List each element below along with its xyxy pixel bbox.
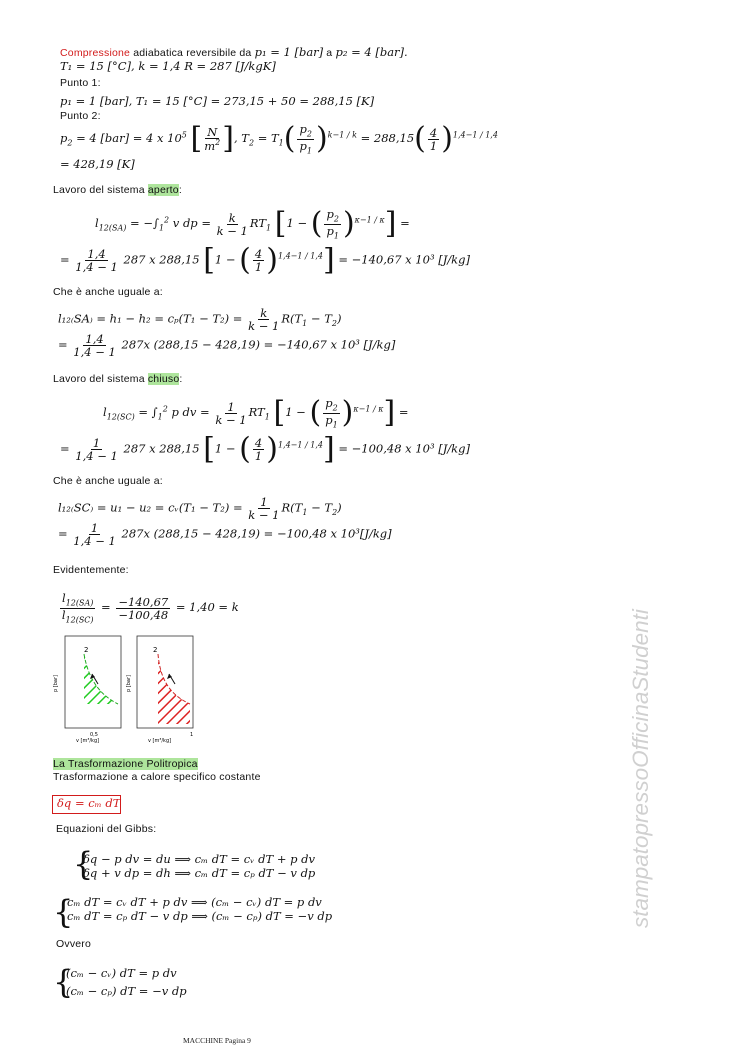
closed-result: = −100,48 x 10³ [J/kg]: [338, 441, 470, 456]
left-x-axis: v [m³/kg]: [76, 738, 100, 744]
system-eq-1: cₘ dT = cᵥ dT + p dv ⟹ (cₘ − cᵥ) dT = p dv: [67, 895, 322, 909]
closed-label: [53, 373, 183, 385]
open-label-colon: :: [178, 184, 182, 196]
right-point-2: 2: [153, 646, 158, 654]
pv-diagrams: [50, 632, 200, 744]
section-heading: La Trasformazione Politropica: [53, 758, 198, 770]
closed-label-highlight: chiuso: [147, 373, 180, 385]
gibbs-brace: {: [73, 845, 94, 883]
ovvero-eq-2: (cₘ − cₚ) dT = −v dp: [66, 984, 187, 998]
open-alt-1: l₁₂₍SA₎ = h₁ − h₂ = cₚ(T₁ − T₂) = $\frac{k}{k - 1}$ $R(T_1 - T_2)$: [58, 306, 342, 334]
open-label-text: Lavoro del sistema: [53, 184, 148, 196]
right-hatched-area: [158, 654, 190, 724]
open-label-highlight: aperto: [147, 184, 179, 196]
open-result: = −140,67 x 10³ [J/kg]: [338, 252, 470, 267]
gibbs-label: Equazioni del Gibbs:: [56, 823, 157, 835]
gibbs-eq-1: δq − p dv = du ⟹ cₘ dT = cᵥ dT + p dv: [83, 852, 315, 866]
intro-line: [60, 45, 408, 59]
right-x-axis: v [m³/kg]: [148, 738, 172, 744]
boxed-equation: δq = cₘ dT: [57, 796, 121, 810]
punto2-result: = 428,19 [K]: [60, 157, 135, 171]
page-footer: MACCHINE Pagina 9: [183, 1036, 251, 1045]
evident-result: = 1,40 = k: [175, 600, 239, 615]
closed-alt-1-text: l₁₂₍SC₎ = u₁ − u₂ = cᵥ(T₁ − T₂) =: [58, 500, 243, 515]
closed-alt-1: l₁₂₍SC₎ = u₁ − u₂ = cᵥ(T₁ − T₂) = $\frac{1}{k - 1}$ $R(T_1 - T_2)$: [58, 495, 342, 523]
intro-highlight: Compressione: [60, 47, 131, 59]
open-eq-1: $l_{12(SA)} = -\int_1^2$ v dp = $\frac{k}{k - 1}$ $RT_1$ [1 − ( $\frac{p_2}{p_1}$ )$^{\kappa-1 / \kappa}$] =: [95, 206, 410, 242]
open-alt-1-text: l₁₂₍SA₎ = h₁ − h₂ = cₚ(T₁ − T₂) =: [58, 311, 243, 326]
closed-alt-2-text: 287x (288,15 − 428,19) = −100,48 x 10³[J/kg]: [121, 526, 392, 541]
intro-data: T₁ = 15 [°C], k = 1,4 R = 287 [J/kgK]: [60, 59, 276, 73]
closed-same-label: Che è anche uguale a:: [53, 475, 163, 487]
closed-eq-1: $l_{12(SC)} = \int_1^2$ p dv = $\frac{1}{k - 1}$ $RT_1$ [1 − ( $\frac{p_2}{p_1}$ )$^{\kappa-1 / \kappa}$] =: [103, 395, 409, 431]
punto2-label: Punto 2:: [60, 110, 101, 122]
punto1-eq: p₁ = 1 [bar], T₁ = 15 [°C] = 273,15 + 50 = 288,15 [K]: [60, 94, 375, 108]
open-label: [53, 184, 182, 196]
intro-p1: p₁ = 1 [bar]: [254, 45, 324, 59]
left-tick-05: 0,5: [90, 732, 98, 738]
evident-label: Evidentemente:: [53, 564, 129, 576]
open-alt-2: = $\frac{1,4}{1,4 - 1}$ 287x (288,15 − 428,19) = −140,67 x 10³ [J/kg]: [58, 332, 396, 360]
watermark: stampatopressoOfficinaStudenti: [628, 609, 653, 928]
gibbs-eq-2: δq + v dp = dh ⟹ cₘ dT = cₚ dT − v dp: [83, 866, 316, 880]
left-y-axis: p [bar]: [53, 675, 59, 692]
ovvero-eq-1: (cₘ − cᵥ) dT = p dv: [66, 966, 177, 980]
open-alt-2-text: 287x (288,15 − 428,19) = −140,67 x 10³ [J/kg]: [121, 337, 396, 352]
open-same-label: Che è anche uguale a:: [53, 286, 163, 298]
ovvero-label: Ovvero: [56, 938, 92, 950]
closed-label-colon: :: [179, 373, 183, 385]
closed-label-text: Lavoro del sistema: [53, 373, 148, 385]
system-brace: {: [53, 893, 74, 931]
intro-a: a: [323, 47, 336, 59]
left-hatched-area: [84, 654, 118, 704]
intro-text: adiabatica reversibile da: [130, 47, 255, 59]
evident-num: −140,67: [118, 594, 169, 609]
punto2-eq: $p_2 = 4$ [bar] = 4 x $10^5$ [ $\frac{N}{m^2}$ ], $T_2 = T_1$( $\frac{p_2}{p_1}$ )$^{k-1 / k}$ = 288,15( $\frac{4}{1}$ )$^{1,4-1 / 1,4}$: [60, 121, 498, 157]
system-eq-2: cₘ dT = cₚ dT − v dp ⟹ (cₘ − cₚ) dT = −v dp: [67, 909, 333, 923]
right-y-axis: p [bar]: [126, 675, 132, 692]
intro-p2: p₂ = 4 [bar].: [335, 45, 408, 59]
punto1-label: Punto 1:: [60, 77, 101, 89]
evident-eq: $\frac{l_{12(SA)}}{l_{12(SC)}}$ = $\frac{-140,67}{-100,48}$ = 1,40 = k: [61, 591, 239, 624]
open-eq-2: = $\frac{1,4}{1,4 - 1}$ 287 x 288,15 [1 − ( $\frac{4}{1}$ )$^{1,4-1 / 1,4}$] = −140,67 x 10³ [J/kg]: [60, 242, 470, 278]
closed-eq-2: = $\frac{1}{1,4 - 1}$ 287 x 288,15 [1 − ( $\frac{4}{1}$ )$^{1,4-1 / 1,4}$] = −100,48 x 10³ [J/kg]: [60, 431, 470, 467]
evident-den: −100,48: [118, 607, 169, 622]
closed-alt-2: = $\frac{1}{1,4 - 1}$ 287x (288,15 − 428,19) = −100,48 x 10³[J/kg]: [58, 521, 392, 549]
section-subtitle: Trasformazione a calore specifico costante: [53, 771, 261, 783]
ovvero-brace: {: [53, 963, 74, 1001]
right-tick-1: 1: [190, 732, 194, 738]
left-point-2: 2: [84, 646, 89, 654]
